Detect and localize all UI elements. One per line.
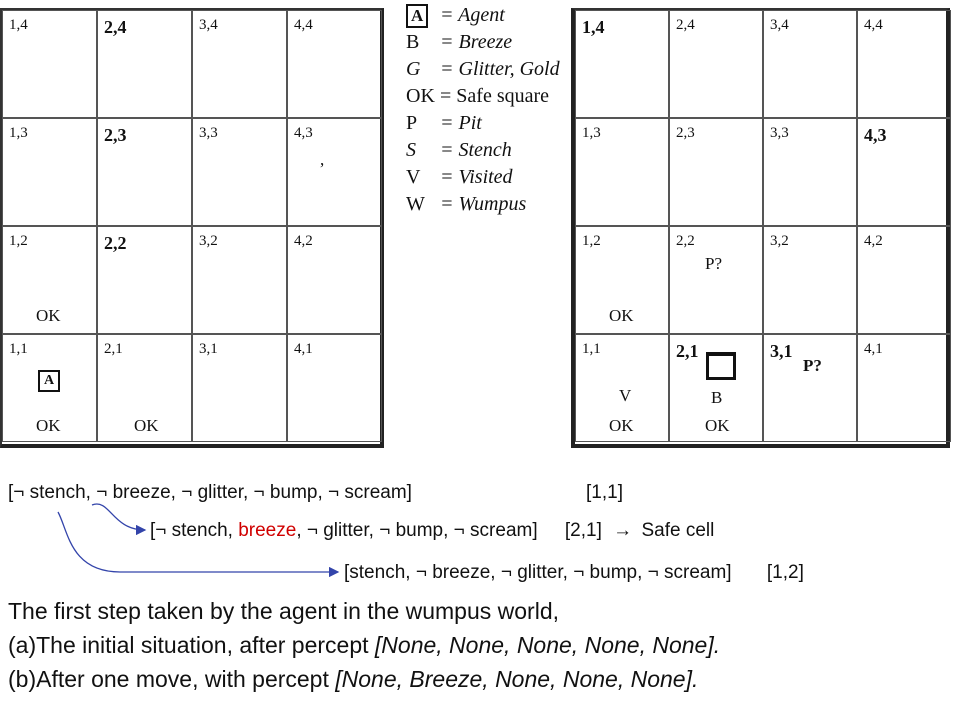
stray-mark: ,: [320, 150, 325, 169]
cell-coordinate-label: 1,4: [9, 17, 28, 33]
cell-coordinate-label: 1,1: [9, 341, 28, 357]
cell-coordinate-label: 4,2: [864, 233, 883, 249]
legend-key-breeze: B: [406, 31, 420, 53]
ok-mark: OK: [609, 416, 634, 435]
cell-coordinate-label: 1,2: [582, 233, 601, 249]
cell-coordinate-label: 1,1: [582, 341, 601, 357]
cell-coordinate-label: 4,3: [294, 125, 313, 141]
arrow-to-line-3: [58, 512, 338, 572]
cell-coordinate-label: 4,1: [294, 341, 313, 357]
legend-desc-pit: = Pit: [440, 112, 482, 134]
legend-desc-glitter: = Glitter, Gold: [440, 58, 560, 80]
cell-coordinate-label: 2,3: [104, 125, 127, 145]
legend-key-visited: V: [406, 166, 421, 188]
percept-2-arrow: →: [613, 520, 633, 541]
agent-icon: A: [38, 370, 60, 392]
cell-coordinate-label: 3,4: [770, 17, 789, 33]
percept-3-text: [stench, ¬ breeze, ¬ glitter, ¬ bump, ¬ scream]: [344, 562, 732, 583]
ok-mark: OK: [36, 306, 61, 325]
cell-coordinate-label: 2,4: [676, 17, 695, 33]
cell-coordinate-label: 3,1: [199, 341, 218, 357]
ok-mark: OK: [36, 416, 61, 435]
legend-key-stench: S: [406, 139, 416, 161]
cell-coordinate-label: 2,1: [676, 341, 699, 361]
legend-desc-visited: = Visited: [440, 166, 513, 188]
cell-coordinate-label: 2,1: [104, 341, 123, 357]
cell-coordinate-label: 1,3: [9, 125, 28, 141]
visited-mark: V: [619, 386, 632, 405]
cell-coordinate-label: 1,3: [582, 125, 601, 141]
ok-mark: OK: [134, 416, 159, 435]
ok-mark: OK: [609, 306, 634, 325]
caption-2-percept: [None, None, None, None, None].: [374, 632, 721, 658]
cell-coordinate-label: 3,1: [770, 341, 793, 361]
legend-key-wumpus: W: [406, 193, 425, 215]
cell-coordinate-label: 3,2: [199, 233, 218, 249]
cell-coordinate-label: 2,2: [676, 233, 695, 249]
cell-coordinate-label: 4,2: [294, 233, 313, 249]
percept-3-cell: [1,2]: [766, 562, 804, 583]
legend-key-safe: OK: [406, 85, 435, 107]
percept-2-post: , ¬ glitter, ¬ bump, ¬ scream]: [296, 520, 538, 541]
legend-key-pit: P: [406, 112, 418, 134]
pit-maybe-mark: P?: [705, 254, 722, 273]
cell-coordinate-label: 2,4: [104, 17, 127, 37]
caption-2-pre: (a)The initial situation, after percept: [8, 632, 375, 658]
cell-coordinate-label: 4,4: [864, 17, 883, 33]
cell-coordinate-label: 4,4: [294, 17, 313, 33]
arrow-to-line-2: [92, 504, 145, 530]
caption-line-3: [8, 666, 698, 693]
cell-coordinate-label: 2,2: [104, 233, 127, 253]
pit-maybe-mark: P?: [803, 356, 822, 375]
legend-key-agent: A: [406, 4, 428, 28]
percept-2-note: Safe cell: [641, 520, 715, 541]
cell-coordinate-label: 3,3: [770, 125, 789, 141]
ok-mark: OK: [705, 416, 730, 435]
percept-2-pre: [¬ stench,: [150, 520, 239, 541]
breeze-mark: B: [711, 388, 723, 407]
legend-desc-breeze: = Breeze: [440, 31, 513, 53]
cell-coordinate-label: 4,1: [864, 341, 883, 357]
caption-line-1: The first step taken by the agent in the wumpus world,: [8, 598, 560, 624]
caption-3-percept: [None, Breeze, None, None, None].: [335, 666, 699, 692]
legend-desc-agent: = Agent: [440, 4, 505, 26]
cell-coordinate-label: 3,4: [199, 17, 218, 33]
percept-1-cell: [1,1]: [586, 482, 623, 503]
cell-coordinate-label: 1,2: [9, 233, 28, 249]
percept-1-text: [¬ stench, ¬ breeze, ¬ glitter, ¬ bump, ¬ scream]: [8, 482, 412, 503]
caption-3-pre: (b)After one move, with percept: [8, 666, 336, 692]
cell-coordinate-label: 2,3: [676, 125, 695, 141]
cell-coordinate-label: 3,2: [770, 233, 789, 249]
legend-key-glitter: G: [406, 58, 421, 80]
cell-coordinate-label: 4,3: [864, 125, 887, 145]
legend-desc-safe: = Safe square: [440, 85, 550, 107]
cell-coordinate-label: 1,4: [582, 17, 605, 37]
legend-desc-stench: = Stench: [440, 139, 512, 161]
percept-2-breeze: breeze: [238, 520, 297, 541]
caption-line-2: [8, 632, 720, 659]
percept-2-cell: [2,1]: [564, 520, 602, 541]
legend-desc-wumpus: = Wumpus: [440, 193, 527, 215]
cell-coordinate-label: 3,3: [199, 125, 218, 141]
